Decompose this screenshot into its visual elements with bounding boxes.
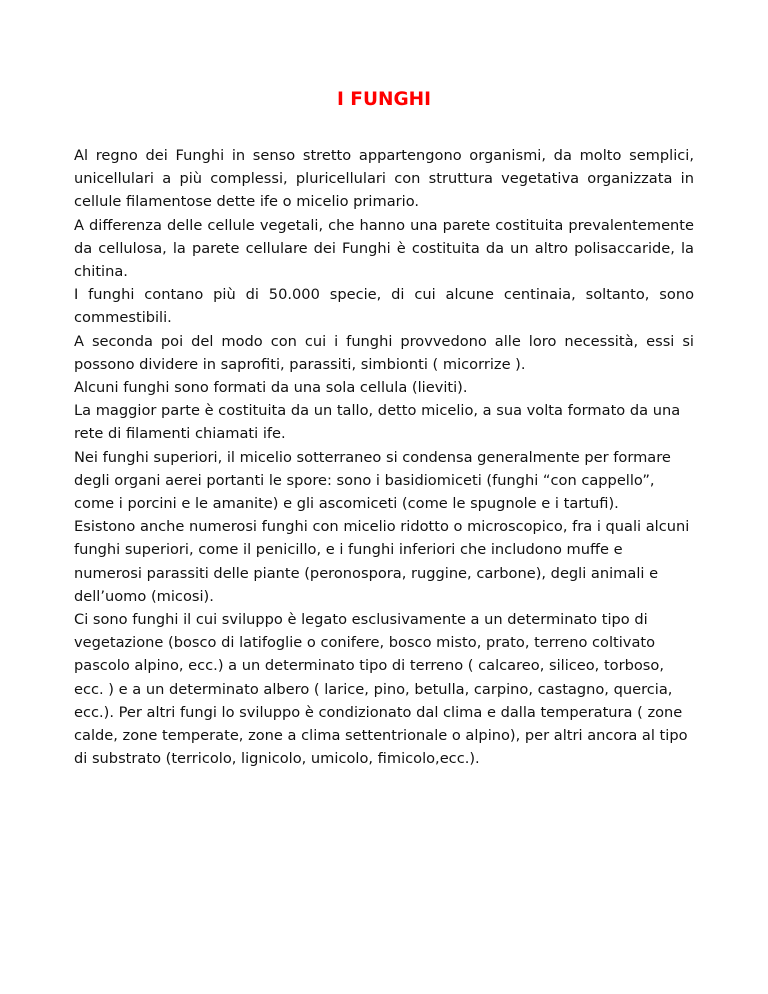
paragraph: Alcuni funghi sono formati da una sola cellula (lieviti).: [74, 379, 468, 397]
paragraph: Esistono anche numerosi funghi con micelio ridotto o microscopico, fra i quali alcuni funghi superiori, come il penicillo, e i funghi inferiori che includono muffe e numerosi parassiti delle piante (peronospora, ruggine, carbone), degli animali e dell’uomo (micosi).: [74, 518, 690, 605]
document-page: [74, 86, 694, 770]
paragraph: Ci sono funghi il cui sviluppo è legato esclusivamente a un determinato tipo di vegetazione (bosco di latifoglie o conifere, bosco misto, prato, terreno coltivato pascolo alpino, ecc.) a un determinato tipo di terreno ( calcareo, siliceo, torboso, ecc. ) e a un determinato albero ( larice, pino, betulla, carpino, castagno, quercia, ecc.). Per altri fungi lo sviluppo è condizionato dal clima e dalla temperatura ( zone calde, zone temperate, zone a clima settentrionale o alpino), per altri ancora al tipo di substrato (terricolo, lignicolo, umicolo, fimicolo,ecc.).: [74, 611, 688, 768]
paragraph: I funghi contano più di 50.000 specie, di cui alcune centinaia, soltanto, sono commestibili.: [74, 286, 694, 327]
paragraph: A differenza delle cellule vegetali, che hanno una parete costituita prevalentemente da cellulosa, la parete cellulare dei Funghi è costituita da un altro polisaccaride, la chitina.: [74, 216, 694, 281]
document-title: I FUNGHI: [336, 89, 432, 110]
paragraph: La maggior parte è costituita da un tallo, detto micelio, a sua volta formato da una rete di filamenti chiamati ife.: [74, 402, 681, 443]
paragraph: Al regno dei Funghi in senso stretto appartengono organismi, da molto semplici, unicellulari a più complessi, pluricellulari con struttura vegetativa organizzata in cellule filamentose dette ife o micelio primario.: [74, 147, 694, 211]
document-body: [74, 144, 694, 770]
paragraph: Nei funghi superiori, il micelio sotterraneo si condensa generalmente per formare degli organi aerei portanti le spore: sono i basidiomiceti (funghi “con cappello”, come i porcini e le amanite) e gli ascomiceti (come le spugnole e i tartufi).: [74, 448, 671, 513]
paragraph: A seconda poi del modo con cui i funghi provvedono alle loro necessità, essi si possono dividere in saprofiti, parassiti, simbionti ( micorrize ).: [74, 332, 694, 373]
